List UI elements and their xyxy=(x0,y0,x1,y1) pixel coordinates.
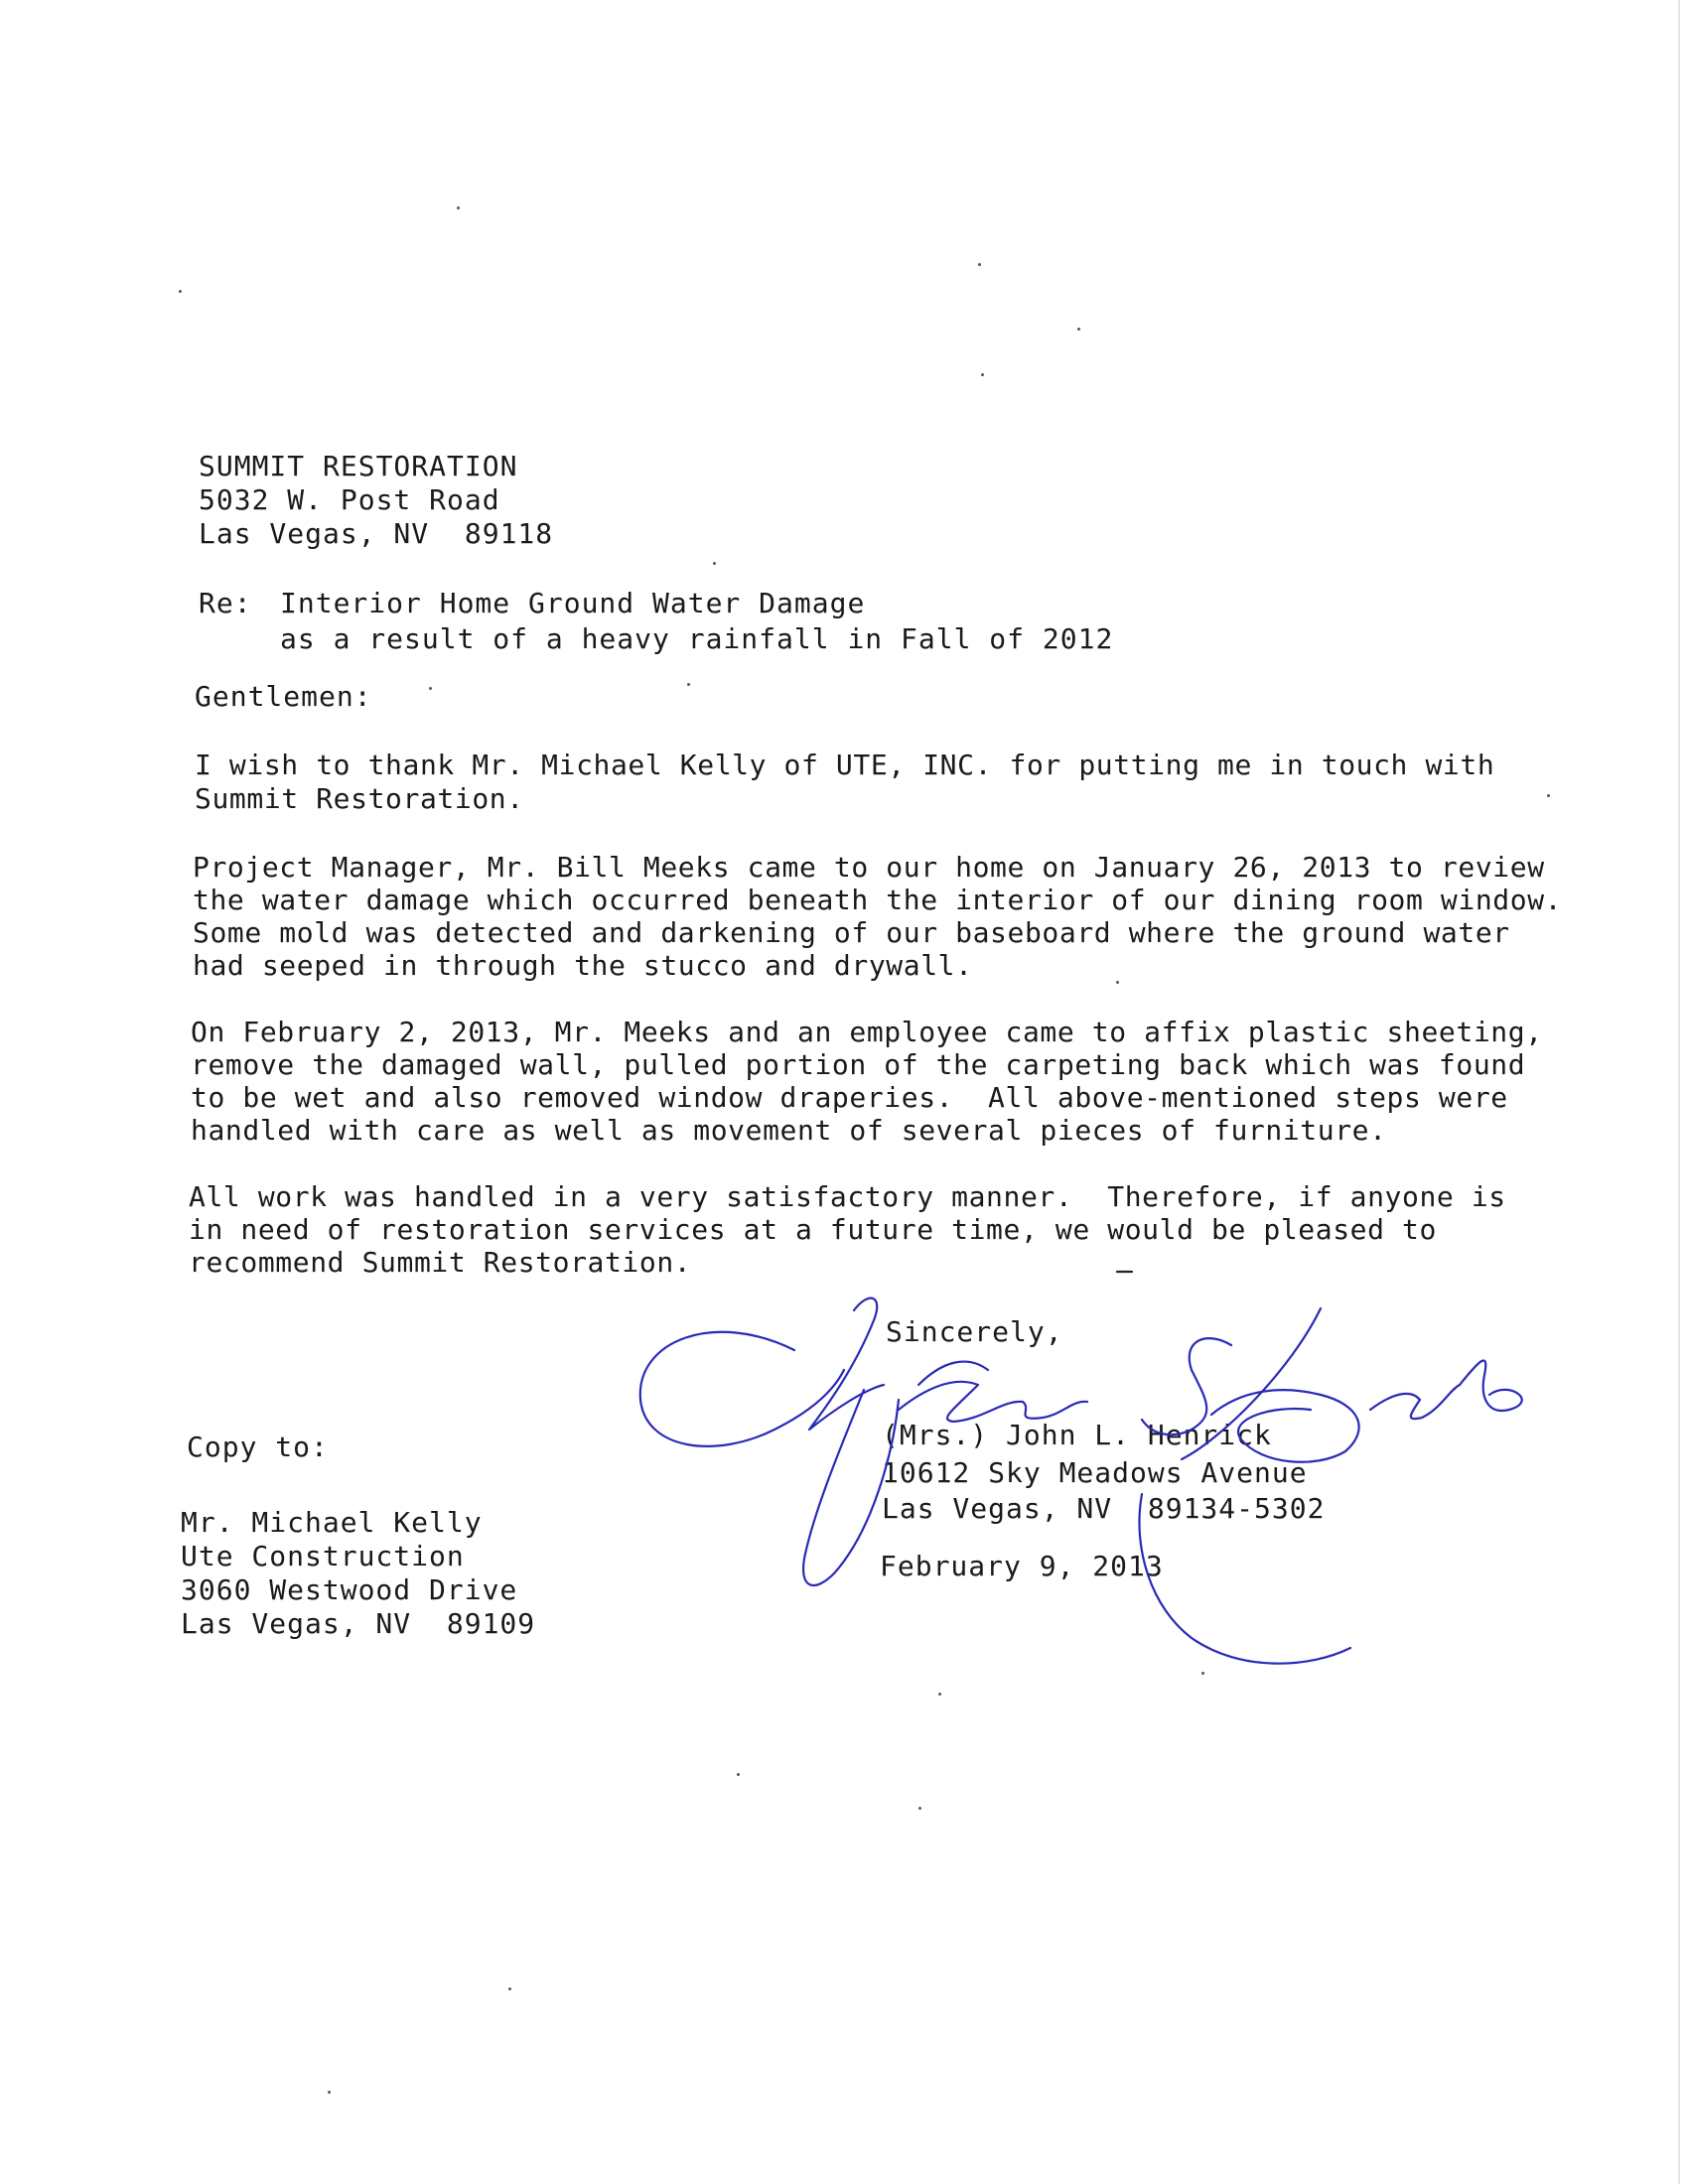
scan-speck xyxy=(713,562,716,565)
scan-speck xyxy=(328,2091,331,2094)
scan-speck xyxy=(1547,794,1550,797)
signer-street: 10612 Sky Meadows Avenue xyxy=(882,1456,1308,1489)
paragraph-line: recommend Summit Restoration. xyxy=(189,1246,692,1279)
scan-speck xyxy=(938,1693,941,1696)
paragraph-line: in need of restoration services at a future time, we would be pleased to xyxy=(189,1213,1437,1246)
signature-stroke xyxy=(809,1298,884,1430)
recipient-city: Las Vegas, NV 89118 xyxy=(199,517,554,550)
paragraph-line: the water damage which occurred beneath the interior of our dining room window. xyxy=(193,884,1563,916)
subject-label: Re: xyxy=(199,587,252,619)
scan-speck xyxy=(1116,981,1119,984)
signature-stroke xyxy=(1460,1361,1522,1411)
recipient-name: SUMMIT RESTORATION xyxy=(199,450,518,482)
signature-stroke xyxy=(640,1332,844,1446)
scan-speck xyxy=(1201,1672,1204,1675)
scan-speck xyxy=(179,290,182,293)
copy-name: Mr. Michael Kelly xyxy=(181,1506,483,1539)
signature-stroke xyxy=(899,1382,1087,1422)
signature-stroke xyxy=(918,1362,988,1385)
paragraph-line: Project Manager, Mr. Bill Meeks came to our home on January 26, 2013 to review xyxy=(193,851,1545,884)
signature-stroke xyxy=(1370,1385,1460,1419)
subject-line-1: Interior Home Ground Water Damage xyxy=(280,587,866,619)
scan-speck xyxy=(981,373,984,376)
paragraph-line: had seeped in through the stucco and drywall. xyxy=(193,949,973,982)
paragraph-line: to be wet and also removed window draperies. All above-mentioned steps were xyxy=(191,1081,1508,1114)
scan-speck xyxy=(508,1987,511,1990)
paragraph-line: Summit Restoration. xyxy=(195,782,524,815)
scan-speck xyxy=(978,263,981,266)
paragraph-line: I wish to thank Mr. Michael Kelly of UTE, INC. for putting me in touch with xyxy=(195,749,1495,781)
copy-label: Copy to: xyxy=(187,1431,329,1463)
scan-speck xyxy=(687,683,690,686)
paragraph-line: On February 2, 2013, Mr. Meeks and an employee came to affix plastic sheeting, xyxy=(191,1016,1543,1048)
paragraph-line: remove the damaged wall, pulled portion of the carpeting back which was found xyxy=(191,1048,1526,1081)
salutation: Gentlemen: xyxy=(195,680,372,713)
scan-speck xyxy=(1077,328,1080,331)
paragraph-line: All work was handled in a very satisfactory manner. Therefore, if anyone is xyxy=(189,1180,1506,1213)
scan-speck xyxy=(429,687,432,690)
recipient-street: 5032 W. Post Road xyxy=(199,483,500,516)
page-edge xyxy=(1678,0,1680,2184)
subject-line-2: as a result of a heavy rainfall in Fall of 2012 xyxy=(280,622,1114,655)
scan-speck xyxy=(918,1807,921,1810)
copy-street: 3060 Westwood Drive xyxy=(181,1573,518,1606)
closing: Sincerely, xyxy=(886,1315,1063,1348)
copy-city: Las Vegas, NV 89109 xyxy=(181,1607,536,1640)
paragraph-line: handled with care as well as movement of several pieces of furniture. xyxy=(191,1114,1387,1147)
signer-city: Las Vegas, NV 89134-5302 xyxy=(882,1492,1326,1525)
scan-speck xyxy=(737,1773,740,1776)
copy-company: Ute Construction xyxy=(181,1540,465,1572)
signer-name: (Mrs.) John L. Henrick xyxy=(882,1419,1272,1451)
paragraph-line: Some mold was detected and darkening of our baseboard where the ground water xyxy=(193,916,1510,949)
letter-date: February 9, 2013 xyxy=(880,1550,1164,1582)
scan-speck xyxy=(457,206,460,209)
